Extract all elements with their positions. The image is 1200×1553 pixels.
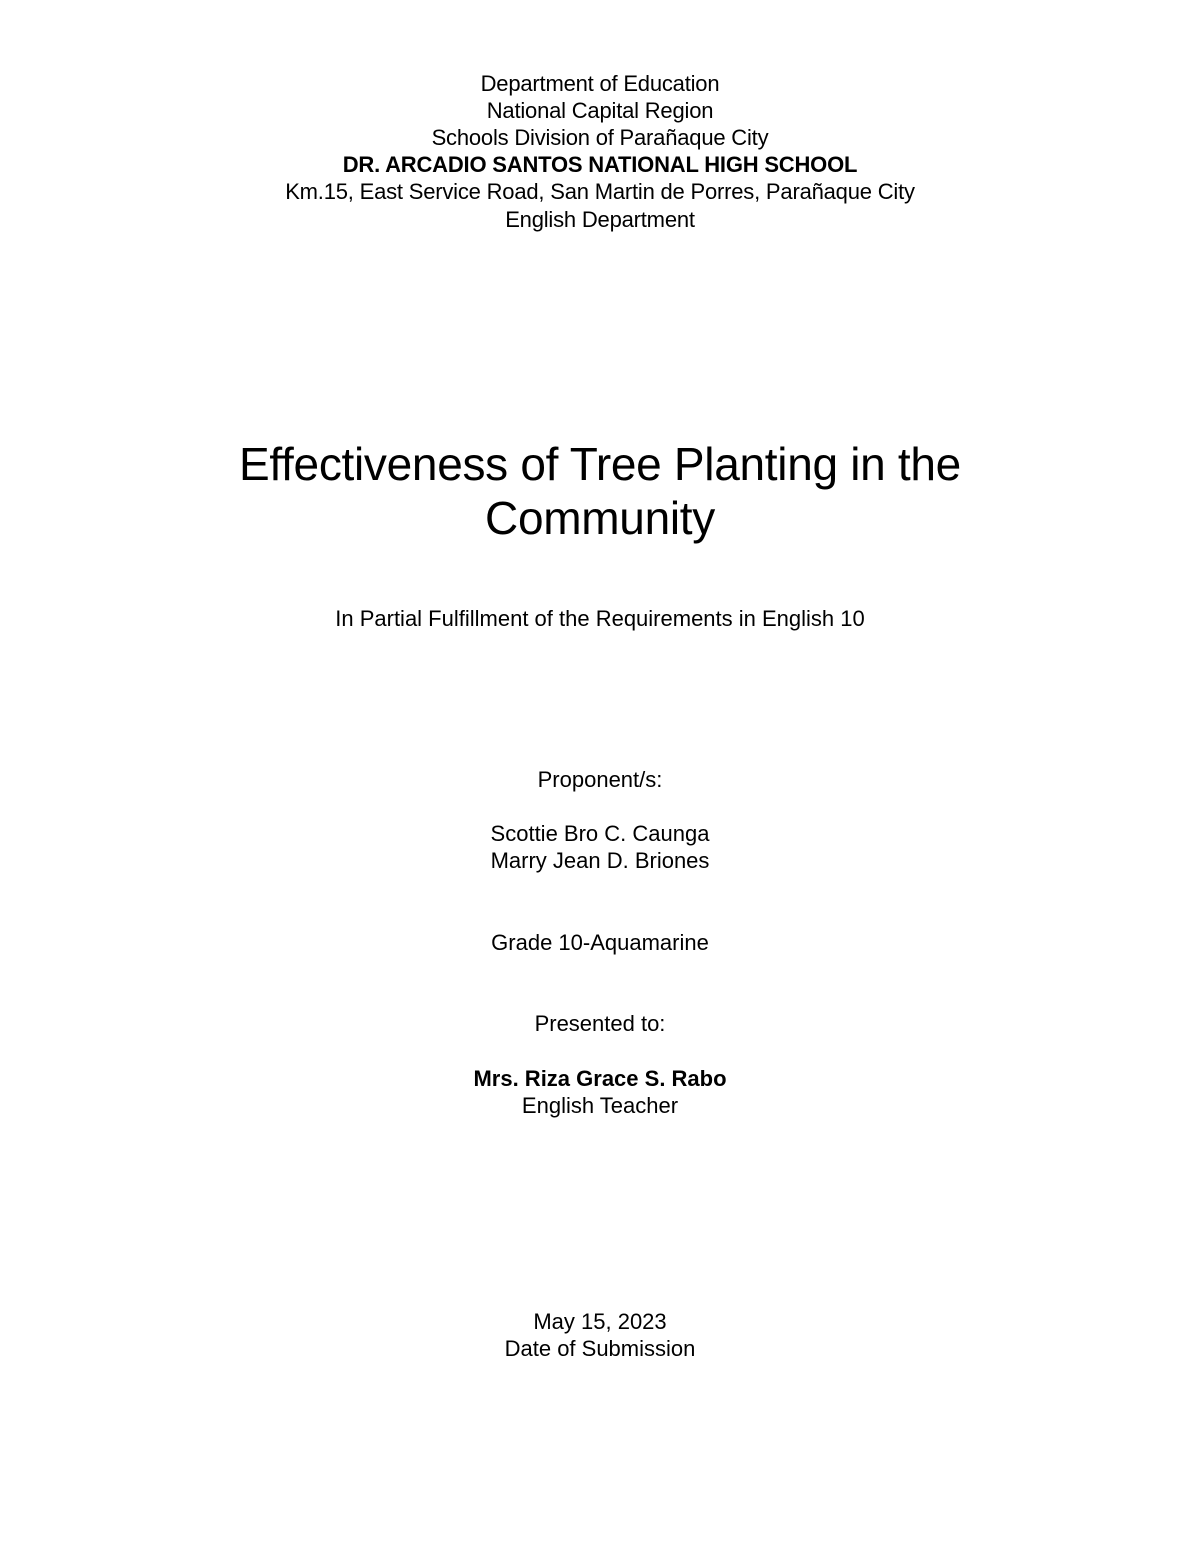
proponents-label: Proponent/s:	[537, 767, 663, 792]
teacher-role: English Teacher	[521, 1093, 679, 1118]
proponent-name: Marry Jean D. Briones	[490, 848, 710, 873]
school-address: Km.15, East Service Road, San Martin de Porres, Parañaque City	[285, 179, 915, 204]
submission-date: May 15, 2023	[533, 1309, 667, 1334]
proponent-name: Scottie Bro C. Caunga	[490, 821, 710, 846]
submission-label: Date of Submission	[504, 1336, 696, 1361]
fulfillment-statement: In Partial Fulfillment of the Requirements in English 10	[335, 606, 865, 631]
subject-department: English Department	[505, 207, 695, 232]
title-line-1: Effectiveness of Tree Planting in the	[239, 438, 961, 490]
division-name: Schools Division of Parañaque City	[431, 125, 769, 150]
school-name: DR. ARCADIO SANTOS NATIONAL HIGH SCHOOL	[342, 152, 858, 177]
presented-label: Presented to:	[534, 1011, 666, 1036]
region-name: National Capital Region	[486, 98, 714, 123]
department-name: Department of Education	[480, 71, 720, 96]
teacher-name: Mrs. Riza Grace S. Rabo	[473, 1066, 727, 1091]
grade-section: Grade 10-Aquamarine	[491, 930, 709, 955]
title-line-2: Community	[485, 492, 715, 544]
